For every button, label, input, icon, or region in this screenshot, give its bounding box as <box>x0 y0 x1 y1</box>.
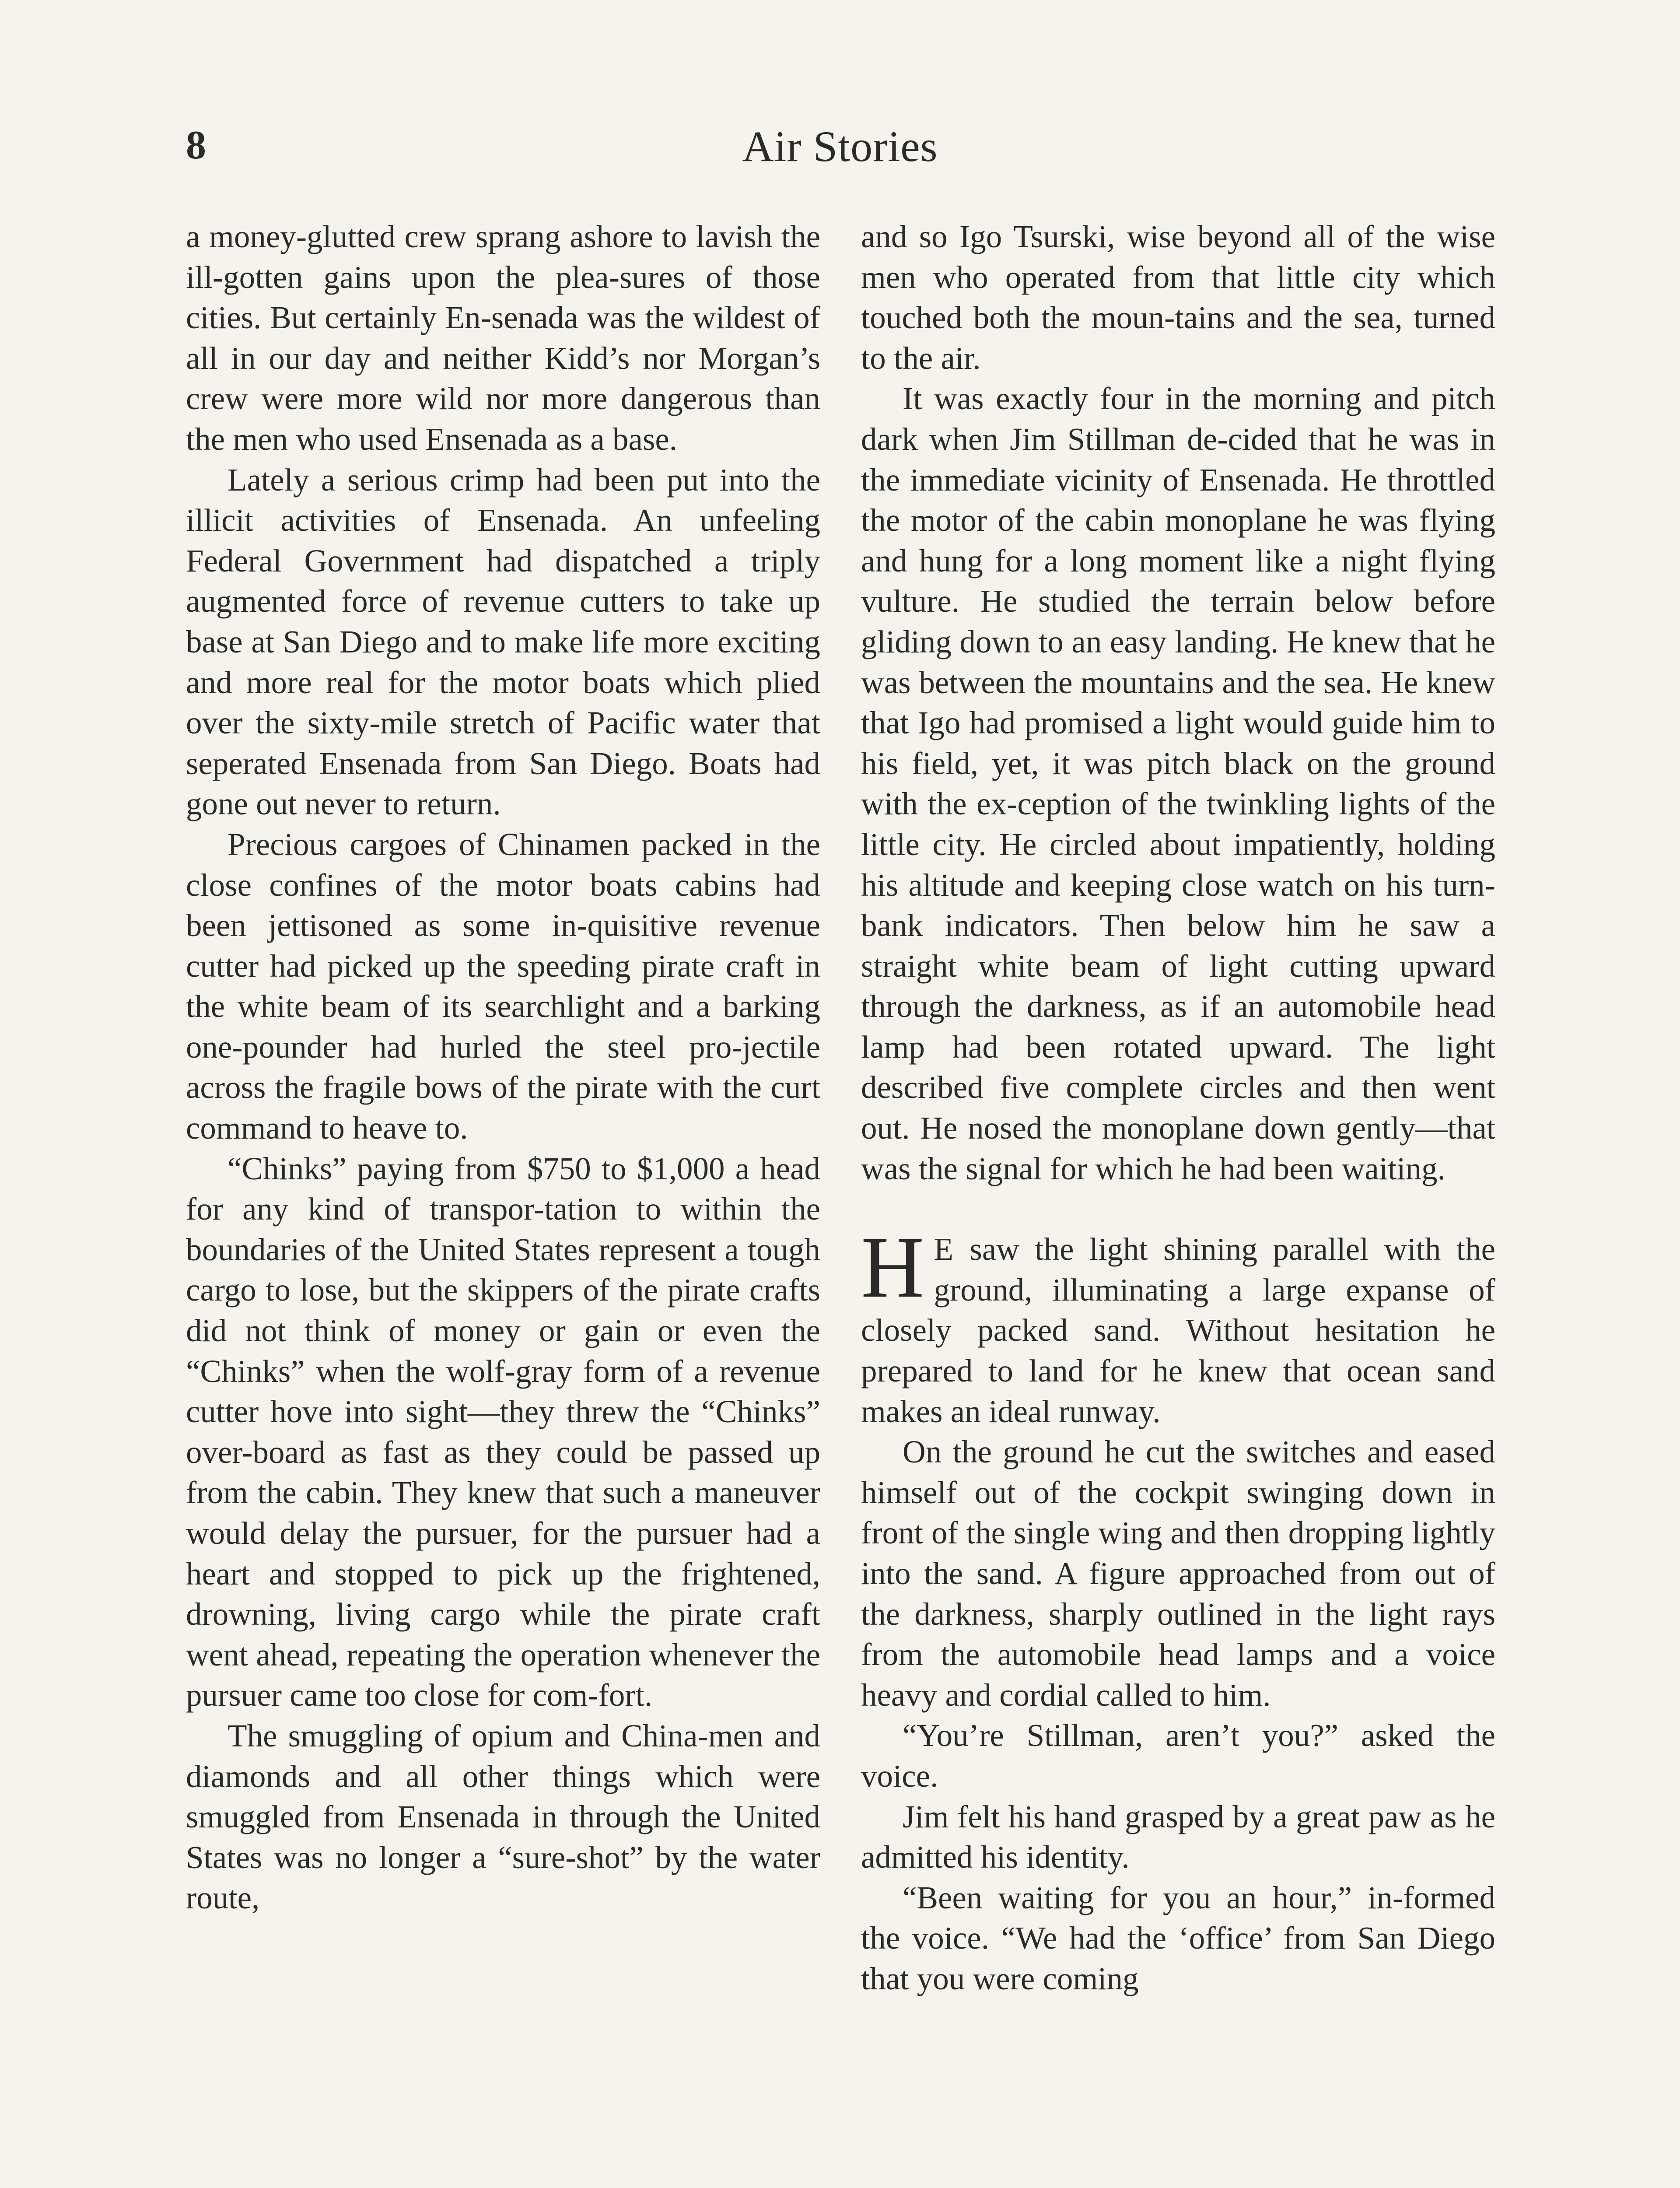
drop-cap: H <box>861 1219 924 1316</box>
small-caps-letter: E <box>934 1231 955 1267</box>
section-opening-text: saw the light shining parallel with the ground, illuminating a large expanse of closely packed sand. Without hesitation he prepared to land for he knew that ocean sand makes an ideal runway. <box>861 1231 1495 1429</box>
paragraph: “Been waiting for you an hour,” in-formed the voice. “We had the ‘office’ from San Diego that you were coming <box>861 1879 1495 1996</box>
paragraph: “Chinks” paying from $750 to $1,000 a head for any kind of transpor-tation to within the boundaries of the United States represent a tough cargo to lose, but the skippers of the pirate crafts did not think of money or gain or even the “Chinks” when the wolf-gray form of a revenue cutter hove into sight—they threw the “Chinks” over-board as fast as they could be passed up from the cabin. They knew that such a maneuver would delay the pursuer, for the pursuer had a heart and stopped to pick up the frightened, drowning, living cargo while the pirate craft went ahead, repeating the operation whenever the pursuer came too close for com-fort. <box>186 1150 820 1713</box>
paragraph: “You’re Stillman, aren’t you?” asked the voice. <box>861 1718 1495 1794</box>
left-column <box>186 217 820 1918</box>
right-column <box>861 217 1495 1999</box>
paragraph: Precious cargoes of Chinamen packed in the close confines of the motor boats cabins had been jettisoned as some in-quisitive revenue cutter had picked up the speeding pirate craft in the white beam of its searchlight and a barking one-pounder had hurled the steel pro-jectile across the fragile bows of the pirate with the curt command to heave to. <box>186 826 820 1146</box>
paragraph: and so Igo Tsurski, wise beyond all of the wise men who operated from that little city which touched both the moun-tains and the sea, turned to the air. <box>861 219 1495 376</box>
paragraph: Lately a serious crimp had been put into the illicit activities of Ensenada. An unfeeling Federal Government had dispatched a triply augmented force of revenue cutters to take up base at San Diego and to make life more exciting and more real for the motor boats which plied over the sixty-mile stretch of Pacific water that seperated Ensenada from San Diego. Boats had gone out never to return. <box>186 462 820 822</box>
paragraph: On the ground he cut the switches and eased himself out of the cockpit swinging down in front of the single wing and then dropping lightly into the sand. A figure approached from out of the darkness, sharply outlined in the light rays from the automobile head lamps and a voice heavy and cordial called to him. <box>861 1434 1495 1713</box>
paragraph: The smuggling of opium and China-men and diamonds and all other things which were smuggled from Ensenada in through the United States was no longer a “sure-shot” by the water route, <box>186 1718 820 1916</box>
paragraph: Jim felt his hand grasped by a great paw as he admitted his identity. <box>861 1799 1495 1875</box>
page-number: 8 <box>186 123 206 167</box>
section-opening-paragraph <box>861 1219 1495 1432</box>
running-head-title: Air Stories <box>742 122 938 171</box>
paragraph: It was exactly four in the morning and pitch dark when Jim Stillman de-cided that he was in the immediate vicinity of Ensenada. He throttled the motor of the cabin monoplane he was flying and hung for a long moment like a night flying vulture. He studied the terrain below before gliding down to an easy landing. He knew that he was between the mountains and the sea. He knew that Igo had promised a light would guide him to his field, yet, it was pitch black on the ground with the ex-ception of the twinkling lights of the little city. He circled about impatiently, holding his altitude and keeping close watch on his turn-bank indicators. Then below him he saw a straight white beam of light cutting upward through the darkness, as if an automobile head lamp had been rotated upward. The light described five complete circles and then went out. He nosed the monoplane down gently—that was the signal for which he had been waiting. <box>861 381 1495 1186</box>
paragraph: a money-glutted crew sprang ashore to lavish the ill-gotten gains upon the plea-sures of those cities. But certainly En-senada was the wildest of all in our day and neither Kidd’s nor Morgan’s crew were more wild nor more dangerous than the men who used Ensenada as a base. <box>186 219 820 457</box>
